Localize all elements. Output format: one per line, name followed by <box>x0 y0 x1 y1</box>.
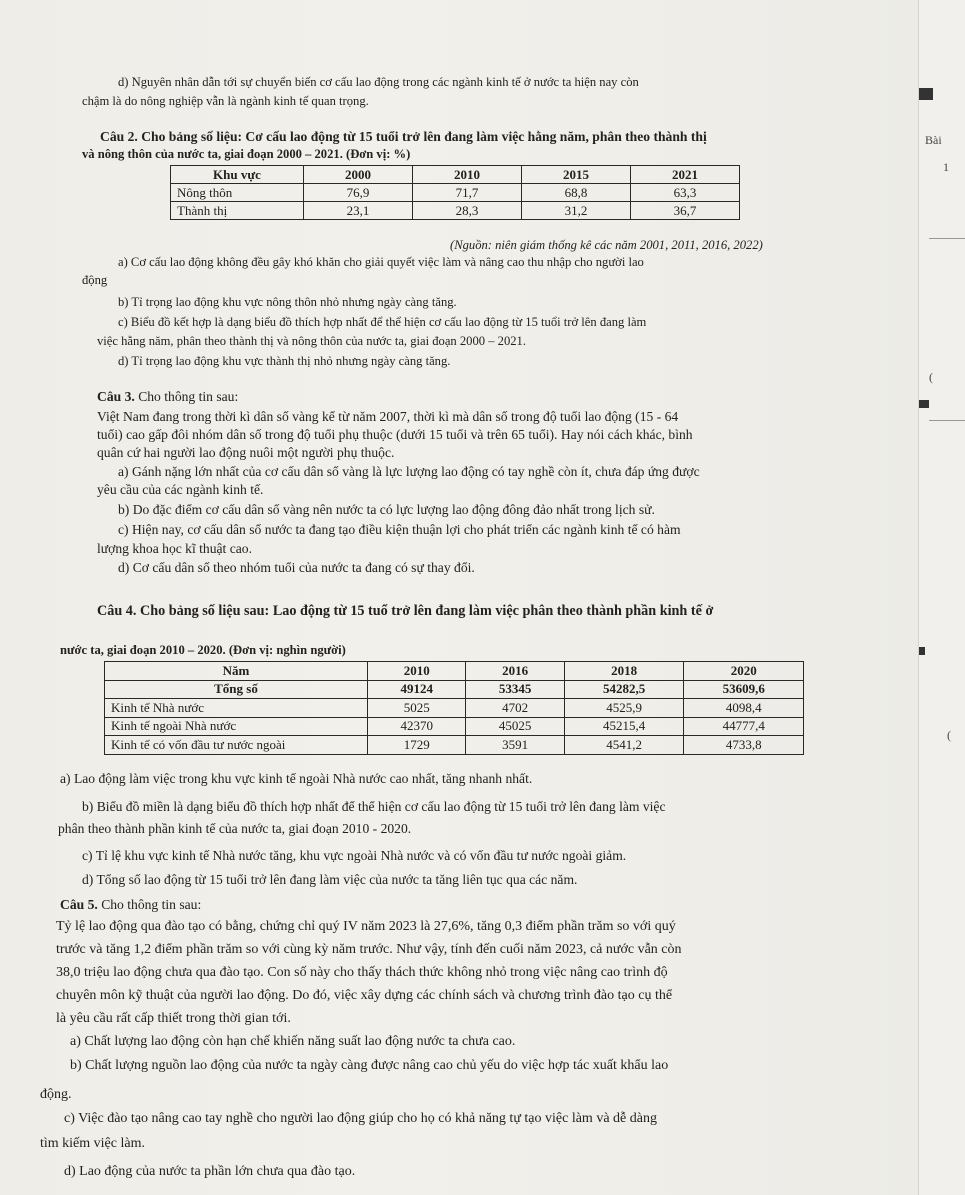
q4-option-b-line1: b) Biểu đồ miền là dạng biểu đồ thích hợp nhất để thể hiện cơ cấu lao động từ 15 tuổi trở lên đang làm việc <box>82 799 666 814</box>
table-row <box>105 680 804 699</box>
q2-option-c-line2: việc hằng năm, phân theo thành thị và nông thôn của nước ta, giai đoạn 2000 – 2021. <box>97 334 526 348</box>
table-header-cell: 2000 <box>304 166 413 184</box>
q2-source: (Nguồn: niên giám thống kê các năm 2001, 2011, 2016, 2022) <box>450 238 763 252</box>
q1-option-d-line1: d) Nguyên nhân dẫn tới sự chuyển biến cơ cấu lao động trong các ngành kinh tế ở nước ta hiện nay còn <box>118 75 639 89</box>
table-row <box>171 184 740 202</box>
q1-option-d-line2: chậm là do nông nghiệp vẫn là ngành kinh tế quan trọng. <box>82 94 369 108</box>
table-cell: 36,7 <box>631 202 740 220</box>
margin-label: Bài <box>925 133 942 147</box>
q4-option-b-line2: phân theo thành phần kinh tế của nước ta, giai đoạn 2010 - 2020. <box>58 821 412 836</box>
table-cell: 71,7 <box>413 184 522 202</box>
table-header-cell: 2010 <box>368 662 466 681</box>
q4-option-a: a) Lao động làm việc trong khu vực kinh tế ngoài Nhà nước cao nhất, tăng nhanh nhất. <box>60 771 533 786</box>
table-cell: 23,1 <box>304 202 413 220</box>
table-cell: 53609,6 <box>684 680 804 699</box>
q5-option-c-line2: tìm kiếm việc làm. <box>40 1136 145 1151</box>
table-cell: 1729 <box>368 736 466 755</box>
table-cell: 53345 <box>466 680 564 699</box>
table-cell: 63,3 <box>631 184 740 202</box>
table-cell: 45215,4 <box>564 717 684 736</box>
table-cell: 31,2 <box>522 202 631 220</box>
q2-stem-text: và nông thôn của nước ta, giai đoạn 2000 – 2021. (Đơn vị: %) <box>82 147 411 161</box>
q4-stem-text: Cho bảng số liệu sau: Lao động từ 15 tuổ trở lên đang làm việc phân theo thành phần kinh tế ở <box>139 603 714 619</box>
q5-option-d: d) Lao động của nước ta phần lớn chưa qua đào tạo. <box>64 1164 356 1179</box>
table-cell: 4098,4 <box>684 699 804 718</box>
table-header-cell: 2020 <box>684 662 804 681</box>
table-header-row <box>171 166 740 184</box>
table-header-row <box>105 662 804 681</box>
q5-label: Câu 5. <box>60 897 98 912</box>
table-cell: Kinh tế ngoài Nhà nước <box>105 717 368 736</box>
table-cell: Kinh tế Nhà nước <box>105 699 368 718</box>
q2-option-a-line1: a) Cơ cấu lao động không đều gây khó khăn cho giải quyết việc làm và nâng cao thu nhập cho người lao <box>118 255 644 269</box>
q4-label: Câu 4. <box>97 603 137 619</box>
q4-stem-line1 <box>97 603 713 619</box>
table-cell: 54282,5 <box>564 680 684 699</box>
q3-stem <box>97 389 238 405</box>
q3-option-a-line2: yêu cầu của các ngành kinh tế. <box>97 482 264 497</box>
margin-mark: 1 <box>943 160 949 174</box>
table-row <box>105 699 804 718</box>
q3-passage-line2: tuổi) cao gấp đôi nhóm dân số trong độ tuổi phụ thuộc (dưới 15 tuổi và trên 65 tuổi). Hay nói cách khác, bình <box>97 427 693 442</box>
q2-stem-line2 <box>82 146 410 162</box>
q4-option-c: c) Tỉ lệ khu vực kinh tế Nhà nước tăng, khu vực ngoài Nhà nước và có vốn đầu tư nước ngoài giảm. <box>82 848 627 863</box>
q2-option-b: b) Tỉ trọng lao động khu vực nông thôn nhỏ nhưng ngày càng tăng. <box>118 295 457 309</box>
table-cell: 68,8 <box>522 184 631 202</box>
q5-option-c-line1: c) Việc đào tạo nâng cao tay nghề cho người lao động giúp cho họ có khả năng tự tạo việc làm và dễ dàng <box>64 1111 657 1126</box>
q5-stem <box>60 897 201 913</box>
black-square-mark <box>919 647 925 655</box>
table-header-cell: 2018 <box>564 662 684 681</box>
table-cell: 42370 <box>368 717 466 736</box>
q3-option-b: b) Do đặc điểm cơ cấu dân số vàng nên nước ta có lực lượng lao động đông đảo nhất trong lịch sử. <box>118 502 655 517</box>
table-cell: 49124 <box>368 680 466 699</box>
q5-passage-line2: trước và tăng 1,2 điểm phần trăm so với cùng kỳ năm trước. Như vậy, tính đến cuối năm 2023, cả nước vẫn còn <box>56 942 682 957</box>
table-row <box>105 736 804 755</box>
black-square-mark <box>919 88 933 100</box>
q3-option-d: d) Cơ cấu dân số theo nhóm tuổi của nước ta đang có sự thay đổi. <box>118 560 475 575</box>
q2-option-d: d) Tỉ trọng lao động khu vực thành thị nhỏ nhưng ngày càng tăng. <box>118 354 451 368</box>
table-cell: 76,9 <box>304 184 413 202</box>
q3-option-c-line2: lượng khoa học kĩ thuật cao. <box>97 541 252 556</box>
table-cell: 3591 <box>466 736 564 755</box>
q3-stem-text: Cho thông tin sau: <box>138 389 239 404</box>
table-row <box>171 202 740 220</box>
black-square-mark <box>919 400 929 408</box>
q5-option-b-line1: b) Chất lượng nguồn lao động của nước ta ngày càng được nâng cao chủ yếu do việc hợp tác xuất khẩu lao <box>70 1058 669 1073</box>
q5-stem-text: Cho thông tin sau: <box>101 897 202 912</box>
table-cell: Kinh tế có vốn đầu tư nước ngoài <box>105 736 368 755</box>
q3-passage-line1: Việt Nam đang trong thời kì dân số vàng kể từ năm 2007, thời kì mà dân số trong độ tuổi lao động (15 - 64 <box>97 409 679 424</box>
table-header-cell: 2010 <box>413 166 522 184</box>
table-cell: Tổng số <box>105 680 368 699</box>
q4-stem-line2 <box>60 642 346 658</box>
table-cell: 4733,8 <box>684 736 804 755</box>
margin-mark: ( <box>929 370 933 384</box>
table-cell: Nông thôn <box>171 184 304 202</box>
q4-data-table <box>104 661 804 755</box>
q2-label: Câu 2. <box>100 129 138 144</box>
table-header-cell: 2021 <box>631 166 740 184</box>
q4-stem-text: nước ta, giai đoạn 2010 – 2020. (Đơn vị: nghìn người) <box>60 643 346 657</box>
table-cell: Thành thị <box>171 202 304 220</box>
table-cell: 4525,9 <box>564 699 684 718</box>
table-row <box>105 717 804 736</box>
table-cell: 4541,2 <box>564 736 684 755</box>
q5-passage-line5: là yêu cầu rất cấp thiết trong thời gian tới. <box>56 1011 291 1026</box>
table-cell: 44777,4 <box>684 717 804 736</box>
table-header-cell: 2016 <box>466 662 564 681</box>
table-header-cell: 2015 <box>522 166 631 184</box>
q5-passage-line1: Tỷ lệ lao động qua đào tạo có bằng, chứng chỉ quý IV năm 2023 là 27,6%, tăng 0,3 điểm phần trăm so với quý <box>56 919 676 934</box>
table-header-cell: Năm <box>105 662 368 681</box>
q5-passage-line4: chuyên môn kỹ thuật của người lao động. Do đó, việc xây dựng các chính sách và chương trình đào tạo cụ thể <box>56 988 673 1003</box>
q2-option-c-line1: c) Biểu đồ kết hợp là dạng biểu đồ thích hợp nhất để thể hiện cơ cấu lao động từ 15 tuổi trở lên đang làm <box>118 315 647 329</box>
q3-label: Câu 3. <box>97 389 135 404</box>
q5-passage-line3: 38,0 triệu lao động chưa qua đào tạo. Con số này cho thấy thách thức không nhỏ trong việc nâng cao trình độ <box>56 965 668 980</box>
q2-stem-text: Cho bảng số liệu: Cơ cấu lao động từ 15 tuổi trở lên đang làm việc hằng năm, phân theo thành thị <box>141 129 707 144</box>
q2-data-table <box>170 165 740 220</box>
q5-option-b-line2: động. <box>40 1087 72 1102</box>
margin-mark: ( <box>947 728 951 742</box>
q3-option-a-line1: a) Gánh nặng lớn nhất của cơ cấu dân số vàng là lực lượng lao động có tay nghề còn ít, chưa đáp ứng được <box>118 464 700 479</box>
q3-option-c-line1: c) Hiện nay, cơ cấu dân số nước ta đang tạo điều kiện thuận lợi cho phát triển các ngành kinh tế có hàm <box>118 522 681 537</box>
table-header-cell: Khu vực <box>171 166 304 184</box>
q3-passage-line3: quân cứ hai người lao động nuôi một người phụ thuộc. <box>97 445 395 460</box>
table-cell: 4702 <box>466 699 564 718</box>
q2-stem-line1 <box>100 129 707 145</box>
table-cell: 5025 <box>368 699 466 718</box>
table-cell: 28,3 <box>413 202 522 220</box>
margin-line <box>929 420 965 421</box>
q2-option-a-line2: động <box>82 273 108 287</box>
table-cell: 45025 <box>466 717 564 736</box>
q5-option-a: a) Chất lượng lao động còn hạn chế khiến năng suất lao động nước ta chưa cao. <box>70 1034 516 1049</box>
adjacent-page-edge <box>918 0 965 1195</box>
margin-line <box>929 238 965 239</box>
q4-option-d: d) Tổng số lao động từ 15 tuổi trở lên đang làm việc của nước ta tăng liên tục qua các năm. <box>82 872 578 887</box>
